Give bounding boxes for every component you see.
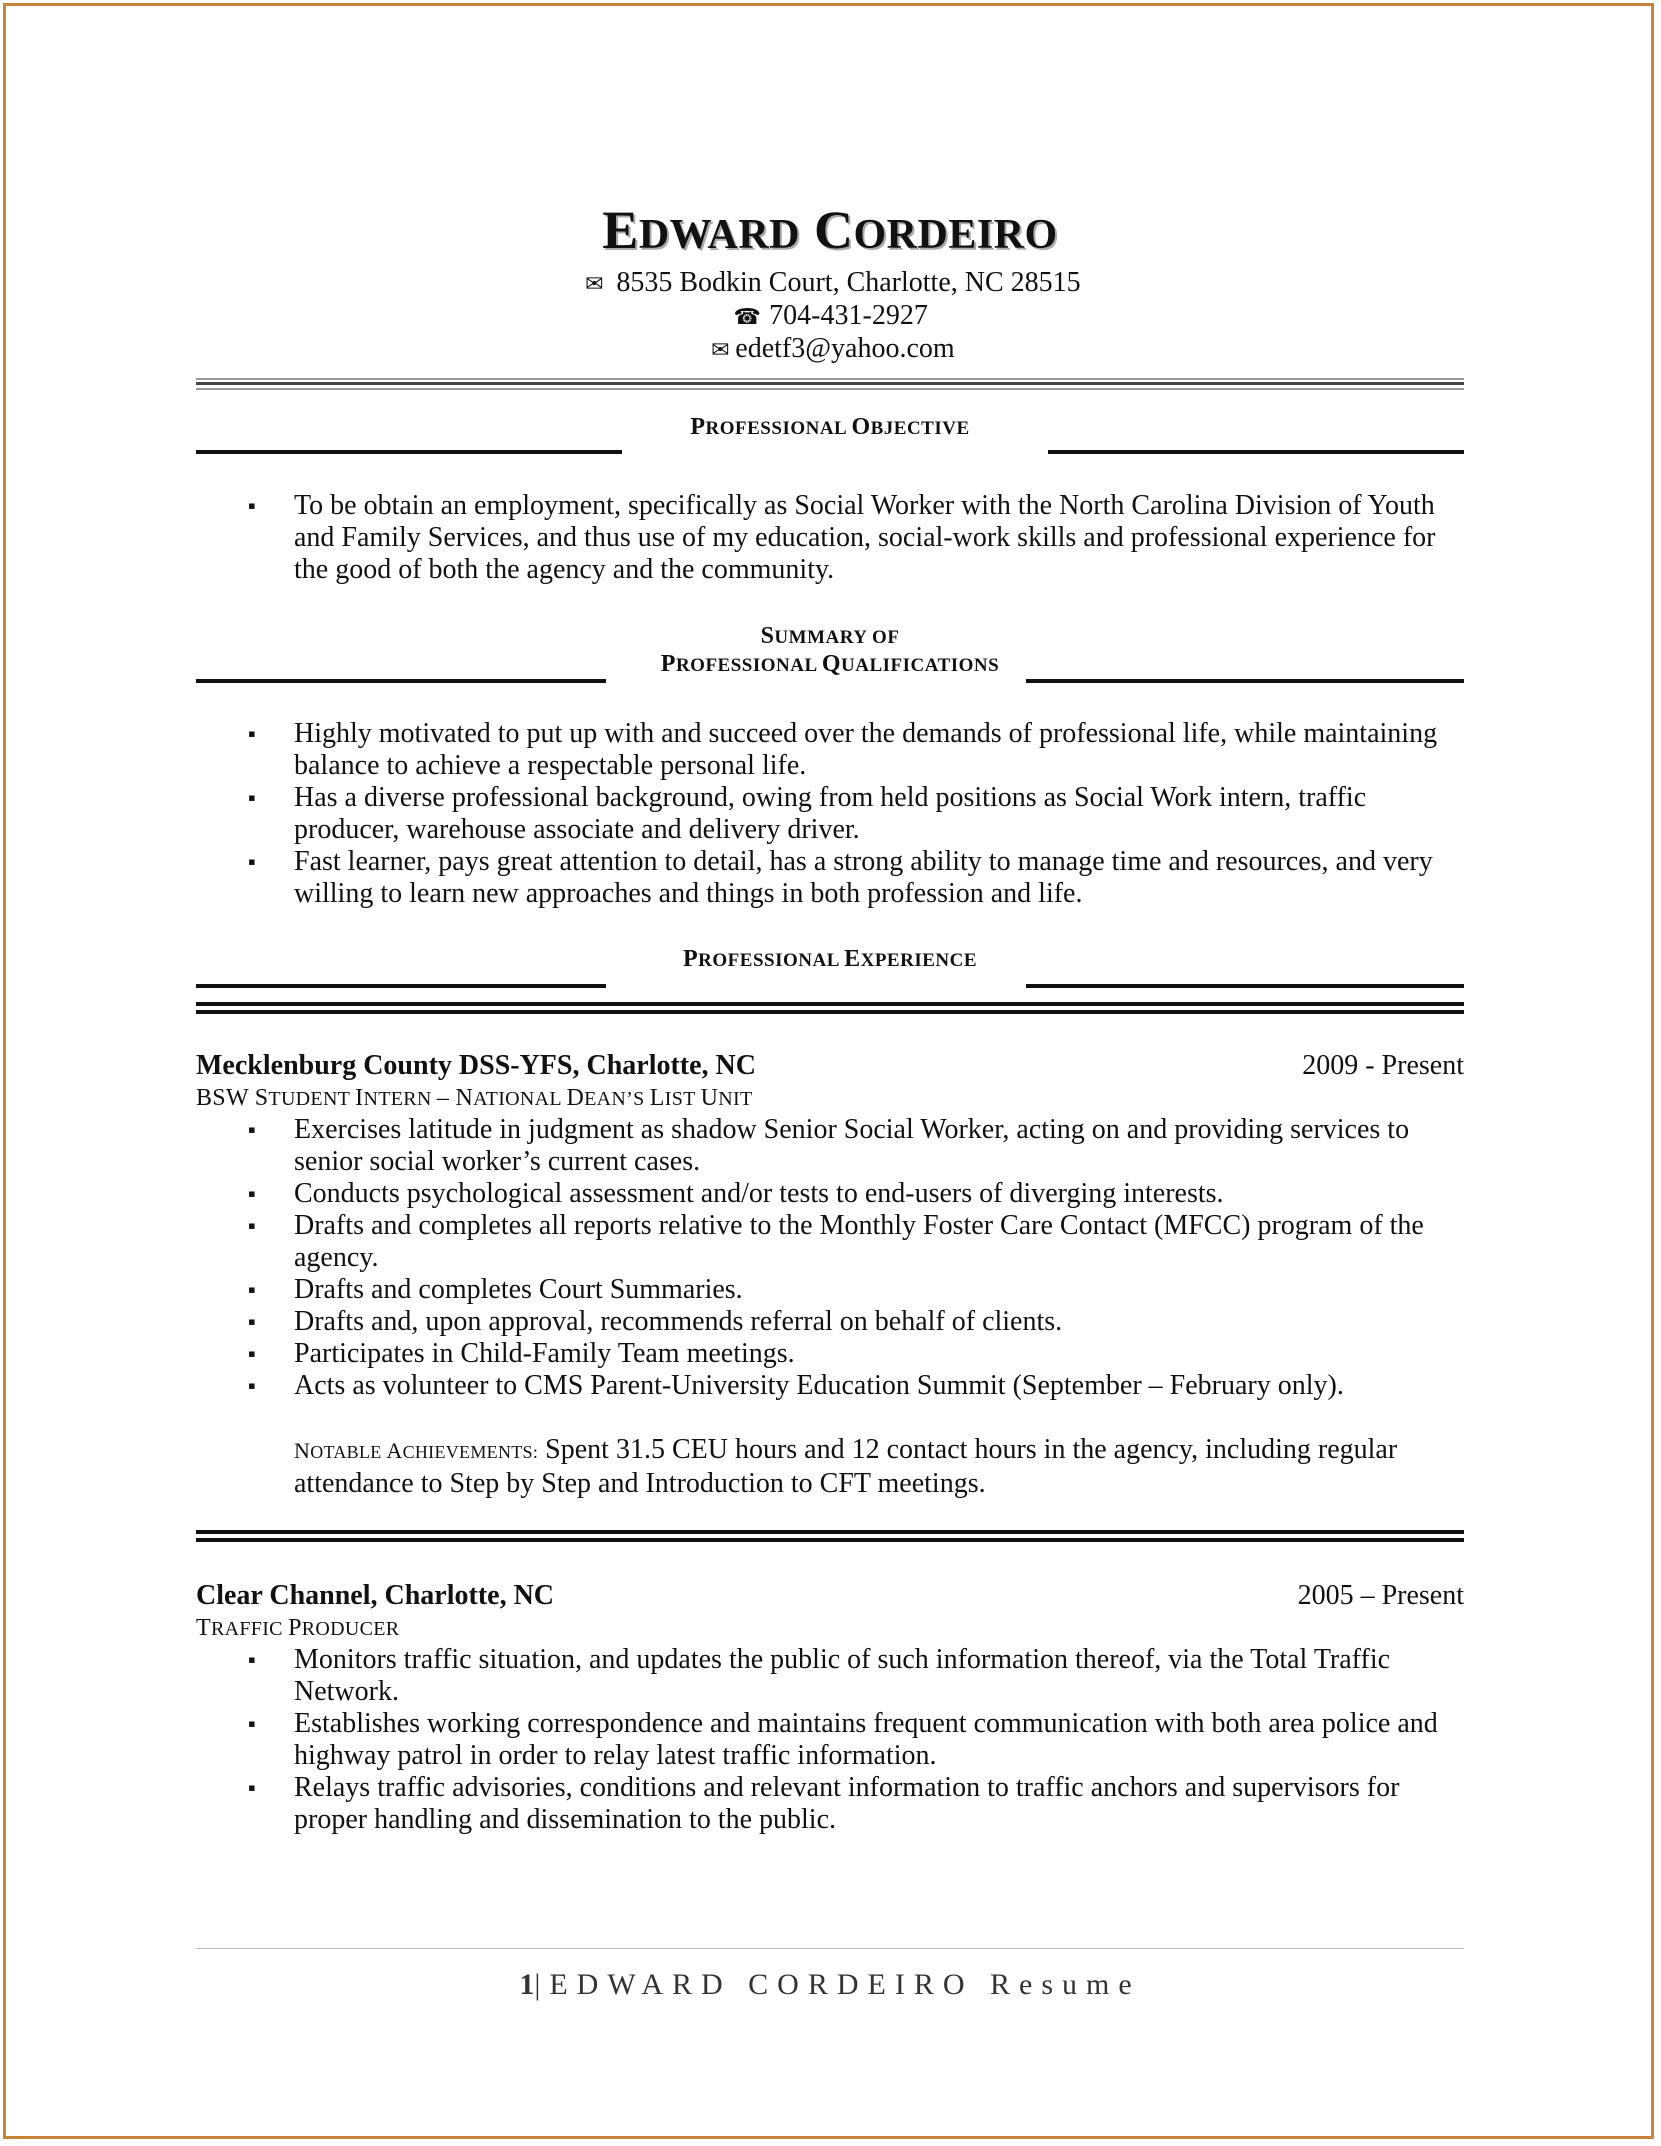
job-header [196,1050,1464,1082]
experience-rule-right [1026,984,1464,988]
experience-rule-left [196,984,606,988]
company-name: Clear Channel, Charlotte, NC [196,1580,555,1611]
address-line: ✉ 8535 Bodkin Court, Charlotte, NC 28515 [196,267,1464,300]
job-duties-list [248,1644,1464,1836]
job-duties-list [248,1114,1464,1402]
list-item: ▪ Highly motivated to put up with and succeed over the demands of professional life, while maintaining balance to achieve a respectable personal life. [248,718,1464,782]
job-dates: 2009 - Present [1302,1050,1464,1081]
envelope-icon: ✉ [711,337,730,362]
experience-heading: PROFESSIONAL EXPERIENCE [683,946,977,972]
list-item: ▪ Drafts and, upon approval, recommends referral on behalf of clients. [248,1306,1464,1338]
list-item: ▪ Relays traffic advisories, conditions and relevant information to traffic anchors and supervisors for proper handling and dissemination to the public. [248,1772,1464,1836]
summary-rule-right [1026,679,1464,683]
objective-rule-right [1048,450,1464,454]
list-item: ▪ Exercises latitude in judgment as shadow Senior Social Worker, acting on and providing services to senior social worker’s current cases. [248,1114,1464,1178]
list-item: ▪ To be obtain an employment, specifically as Social Worker with the North Carolina Division of Youth and Family Services, and thus use of my education, social-work skills and professional experience for the good of both the agency and the community. [248,490,1464,586]
job-header [196,1580,1464,1612]
job-role: BSW STUDENT INTERN – NATIONAL DEAN’S LIST UNIT [196,1085,753,1111]
footer-divider [196,1948,1464,1949]
list-item: ▪ Conducts psychological assessment and/or tests to end-users of diverging interests. [248,1178,1464,1210]
header-divider-2 [196,382,1464,385]
email-line: ✉ edetf3@yahoo.com [196,333,1464,366]
phone-icon: ☎ [733,304,761,329]
list-item: ▪ Acts as volunteer to CMS Parent-University Education Summit (September – February only). [248,1370,1464,1402]
objective-heading: PROFESSIONAL OBJECTIVE [690,414,970,440]
summary-list [248,718,1464,910]
objective-rule-left [196,450,622,454]
summary-rule-left [196,679,606,683]
list-item: ▪ Drafts and completes Court Summaries. [248,1274,1464,1306]
list-item: ▪ Drafts and completes all reports relative to the Monthly Foster Care Contact (MFCC) program of the agency. [248,1210,1464,1274]
list-item: ▪ Establishes working correspondence and maintains frequent communication with both area police and highway patrol in order to relay latest traffic information. [248,1708,1464,1772]
header-divider-1 [196,378,1464,380]
list-item: ▪ Monitors traffic situation, and updates the public of such information thereof, via the Total Traffic Network. [248,1644,1464,1708]
objective-list [248,490,1464,586]
header-divider-3 [196,388,1464,390]
job-dates: 2005 – Present [1297,1580,1464,1611]
mailbox-icon: ✉ [585,271,604,296]
job-role: TRAFFIC PRODUCER [196,1615,400,1641]
list-item: ▪ Has a diverse professional background, owing from held positions as Social Work intern, traffic producer, warehouse associate and delivery driver. [248,782,1464,846]
job-separator-rule [196,1530,1464,1546]
list-item: ▪ Fast learner, pays great attention to detail, has a strong ability to manage time and resources, and very willing to learn new approaches and things in both profession and life. [248,846,1464,910]
page-footer: 1|EDWARD CORDEIRO Resume [519,1968,1141,2001]
company-name: Mecklenburg County DSS-YFS, Charlotte, NC [196,1050,756,1081]
phone-line: ☎ 704-431-2927 [733,300,928,331]
experience-double-rule [196,1002,1464,1018]
list-item: ▪ Participates in Child-Family Team meetings. [248,1338,1464,1370]
notable-achievements: NOTABLE ACHIEVEMENTS: Spent 31.5 CEU hours and 12 contact hours in the agency, including regular attendance to Step by Step and Introduction to CFT meetings. [294,1434,1398,1499]
candidate-name: EDWARD CORDEIRO [602,200,1058,260]
resume-header [196,198,1464,366]
summary-heading: SUMMARY OF PROFESSIONAL QUALIFICATIONS [660,623,1000,677]
